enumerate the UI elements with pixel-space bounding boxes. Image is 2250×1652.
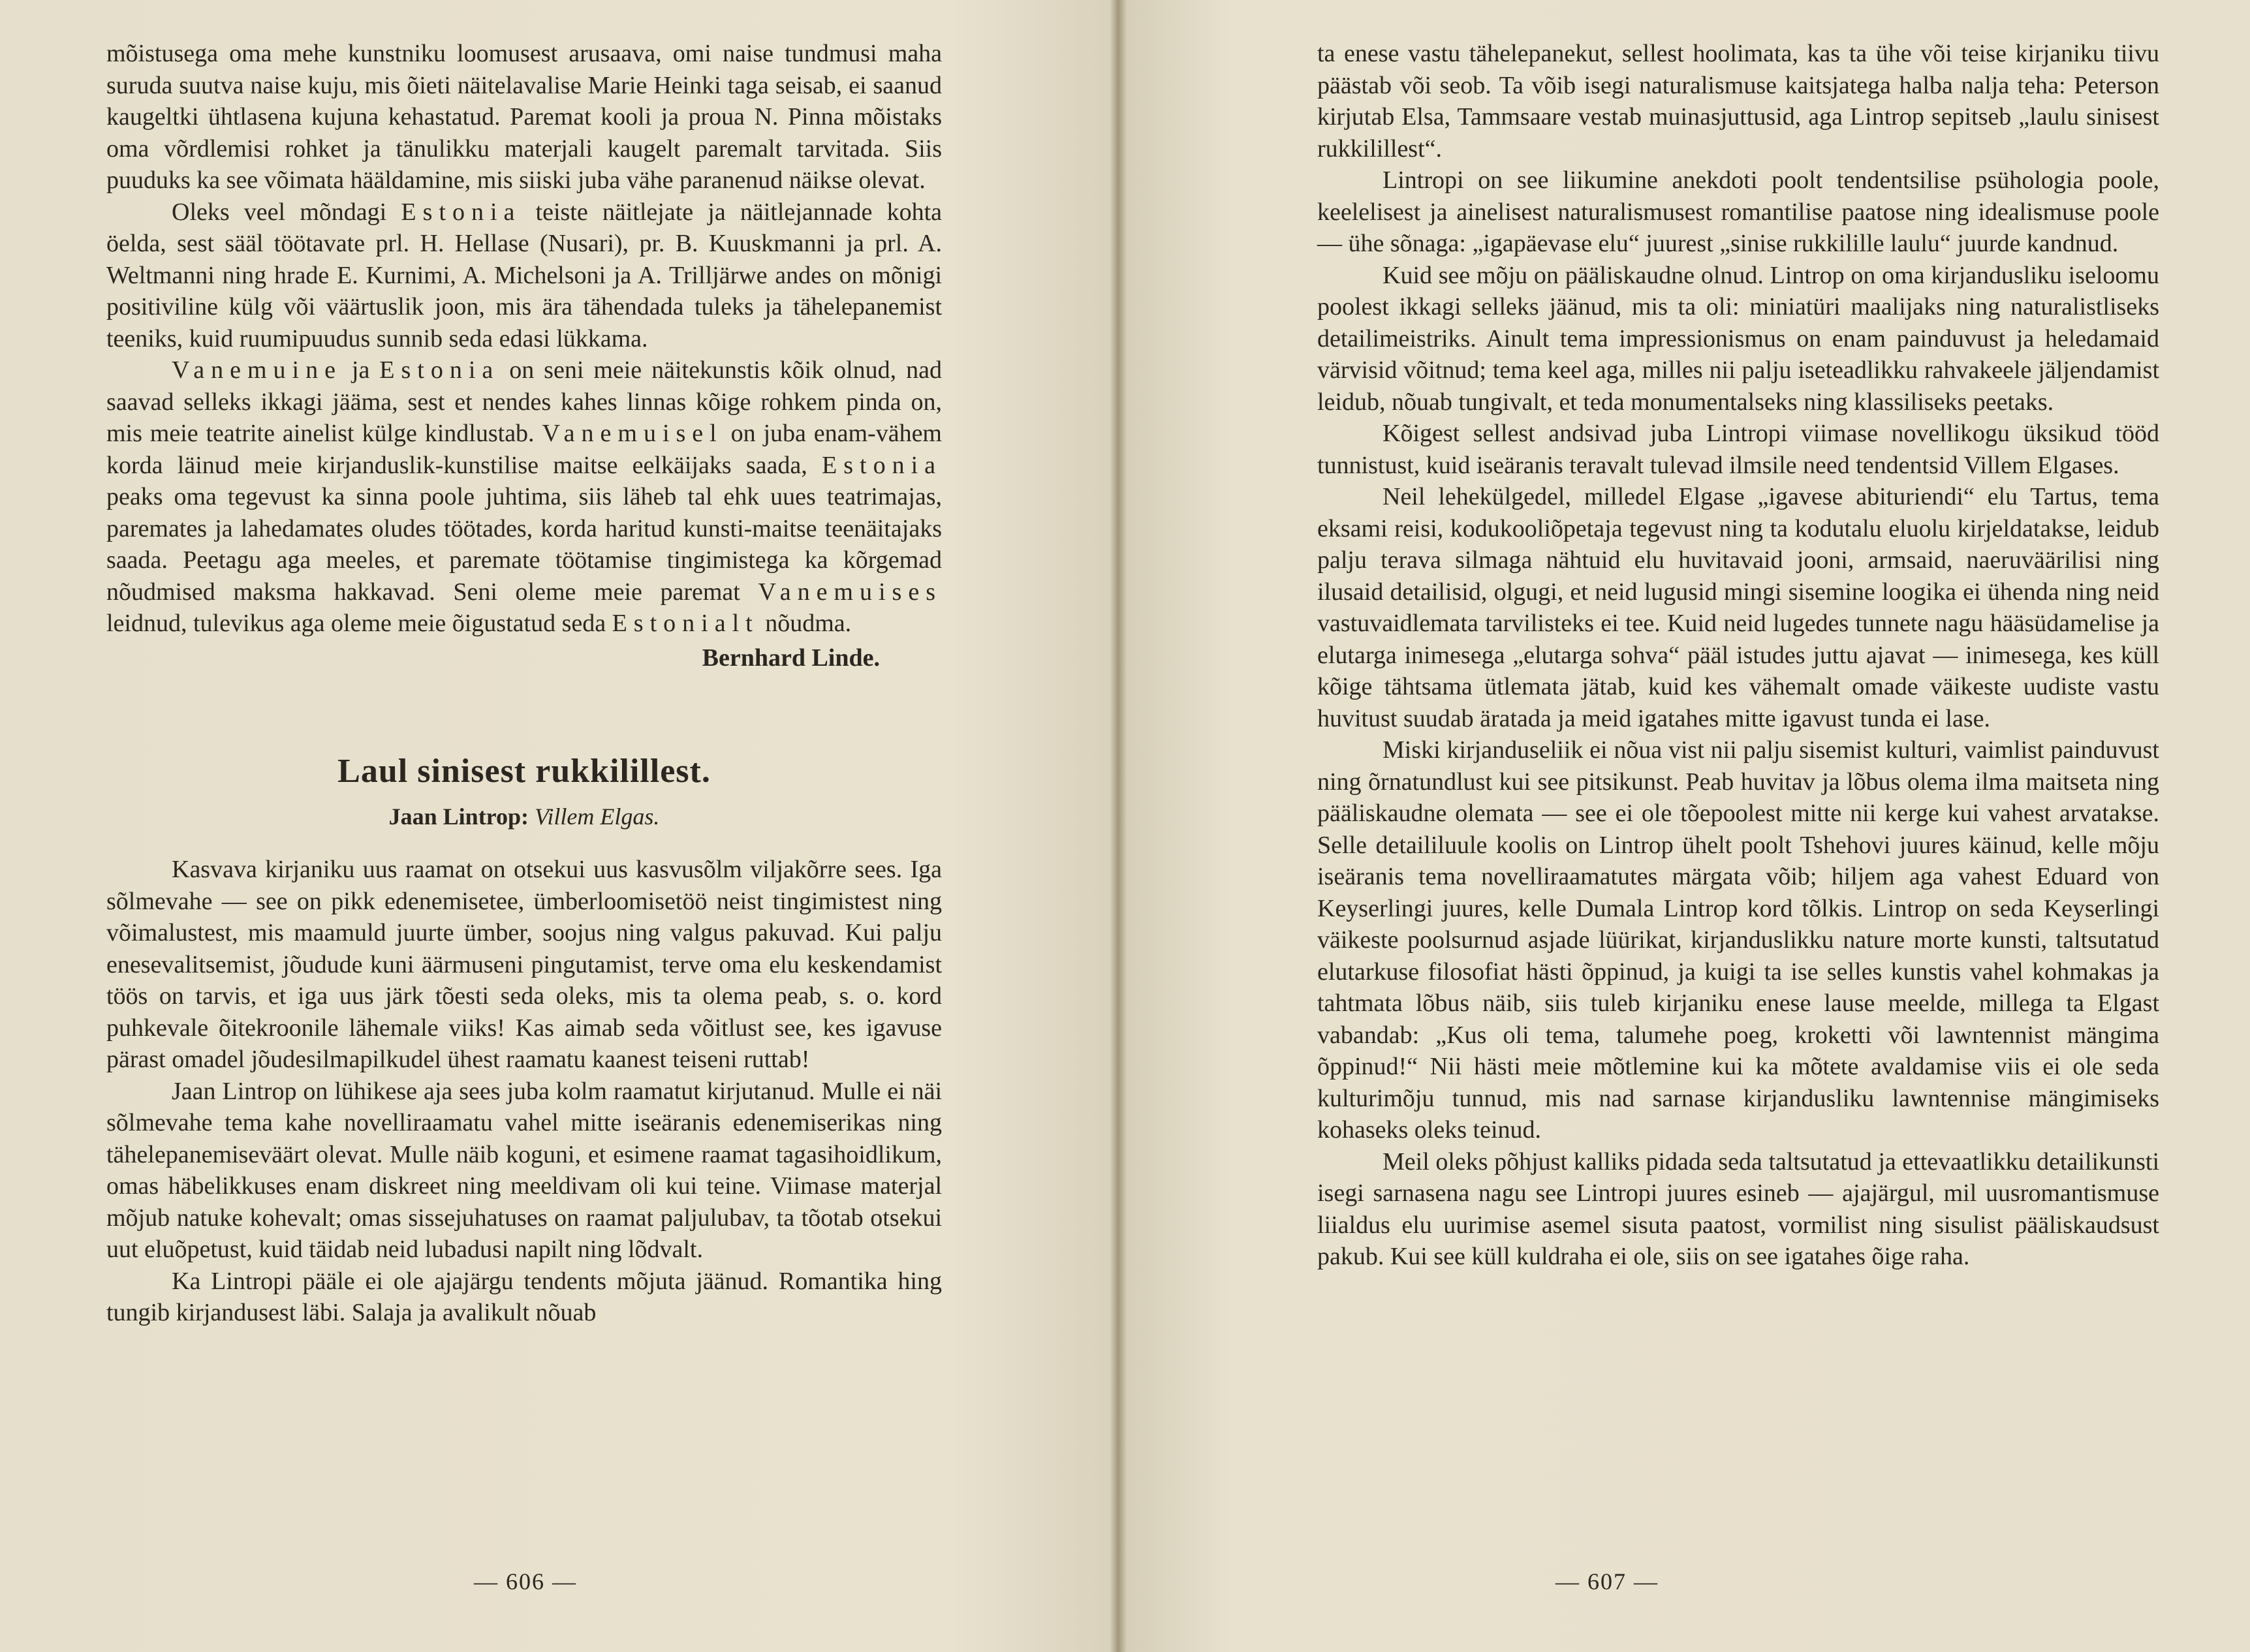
paragraph: Miski kirjanduseliik ei nõua vist nii palju sisemist kulturi, vaimlist painduvust ning õrnatundlust kui see pitsikunst. Peab huvitav ja lõbus olema ilma maitseta ning pääliskaudne olemata — see ei ole tõepoolest mitte nii kerge kui vahest arvatakse. Selle detaililuule koolis on Lintrop ühelt poolt Tshehovi juures käinud, kelle mõju iseäranis tema novelliraamatutes märgata võib; hiljem aga vahest Eduard von Keyserlingi juures, kelle Dumala Lintrop kord tõlkis. Lintrop on seda Keyserlingi väikeste poolsurnud asjade lüürikat, kirjanduslikku nature morte kunsti, taltsutatud elutarkuse filosofiat hästi õppinud, ja kuigi ta ise selles kunstis vahel kohmakas ja tahtmata lõbus näib, siis tuleb kirjaniku enese lause meelde, millega ta Elgast vabandab: „Kus oli tema, talumehe poeg, kroketti või lawntennist mängima õppinud!“ Nii hästi meie mõtlemine kui ka mõtete avaldamise viis ei ole seda kulturimõju tunnud, mis nad sarnase kirjandusliku lawntennise mängimiseks kohaseks oleks teinud. bbox=[1317, 736, 2159, 1144]
spaced-name: Estonialt bbox=[612, 610, 759, 637]
paragraph: Ka Lintropi pääle ei ole ajajärgu tendents mõjuta jäänud. Romantika hing tungib kirjandusest läbi. Salaja ja avalikult nõuab bbox=[106, 1267, 942, 1326]
paragraph: Jaan Lintrop on lühikese aja sees juba kolm raamatut kirjutanud. Mulle ei näi sõlmevahe tema kahe novelliraamatu vahel mitte iseäranis edenemiserikas ning tähelepanemiseväärt olevat. Mulle näib koguni, et esimene raamat tagasihoidlikum, omas häbelikkuses enam diskreet ning meeldivam oli kui teine. Viimase materjal mõjub natuke kohevalt; omas sissejuhatuses on raamat paljulubav, ta tõotab otsekui uut eluõpetust, kuid täidab neid lubadusi napilt ning lõdvalt. bbox=[106, 1077, 942, 1263]
text-run: peaks oma tegevust ka sinna poole juhtima, siis läheb tal ehk uues teatrimajas, paremates ja lahedamates oludes töötades, korda haritud kunsti-maitse teenäitajaks saada. Peetagu aga meeles, et paremate töötamise tingimistega ka kõrgemad nõudmised maksma hakkavad. Seni oleme meie paremat bbox=[106, 483, 942, 606]
paragraph bbox=[106, 354, 942, 640]
left-page bbox=[0, 0, 1117, 1652]
spaced-name: Estonia bbox=[822, 451, 942, 479]
spaced-name: Estonia bbox=[401, 198, 522, 226]
page-number: — 607 — bbox=[1555, 1568, 1659, 1595]
paragraph: Neil lehekülgedel, milledel Elgase „igavese abituriendi“ elu Tartus, tema eksami reisi, kodukooliõpetaja tegevust ning ta kodutalu eluolu kirjeldatakse, leidub palju terava silmaga nähtuid elu huvitavaid jooni, armsaid, naeruväärilisi ning ilusaid detailisid, olgugi, et neid lugusid mingi sisemine loogika ei ühenda ning neid vastuvaidlematа tarvilisteks ei tee. Kuid neid lugedes tunnete nagu hääsüdamelise ja elutarga inimesega „elutarga sohva“ pääl istudes juttu ajavat — inimesega, kes küll kõige tähtsama ütlemata jätab, kuid kes vähemalt omade väikeste uudiste vastu huvitust suudab äratada ja meid igatahes mitte igavust tunda ei lase. bbox=[1317, 483, 2159, 732]
right-page bbox=[1117, 0, 2250, 1652]
byline bbox=[106, 800, 942, 833]
text-run: teiste näitlejate ja näitlejannade kohta öelda, sest sääl töötavate prl. H. Hellase (Nusari), pr. B. Kuuskmanni ja prl. A. Weltmanni ning hrade E. Kurnimi, A. Michelsoni ja A. Trilljärwe andes on mõnigi positiviline külg või väärtuslik joon, mis ära tähendada tuleks ja tähelepanemist teeniks, kuid ruumipuudus sunnib seda edasi lükkama. bbox=[106, 198, 942, 352]
paragraph: Meil oleks põhjust kalliks pidada seda taltsutatud ja ettevaatlikku detailikunsti isegi sarnasena nagu see Lintropi juures esineb — ajajärgul, mil uusromantismuse liialdus elu uurimise asemel sisuta paatost, vormilist ning sisulist pääliskaudsust pakub. Kui see küll kuldraha ei ole, siis on see igatahes õige raha. bbox=[1317, 1147, 2159, 1270]
paragraph: mõistusega oma mehe kunstniku loomusest arusaava, omi naise tundmusi maha suruda suutva naise kuju, mis õieti näitelavalise Marie Heinki taga seisab, ei saanud kaugeltki ühtlasena kujuna kehastatud. Paremat kooli ja proua N. Pinna mõistaks oma võrdlemisi rohket ja tänulikku materjali kaugelt paremalt tarvitada. Siis puuduks ka see võimata hääldamine, mis siiski juba vähe paranenud näikse olevat. bbox=[106, 40, 942, 194]
book-gutter bbox=[1110, 0, 1127, 1652]
signature: Bernhard Linde. bbox=[702, 644, 880, 672]
spaced-name: Estonia bbox=[379, 356, 500, 384]
paragraph: Kõigest sellest andsivad juba Lintropi viimase novellikogu üksikud tööd tunnistust, kuid iseäranis teravalt tulevad ilmsile need tendentsid Villem Elgases. bbox=[1317, 420, 2159, 479]
byline-author: Jaan Lintrop: bbox=[388, 803, 529, 830]
text-run: nõudma. bbox=[758, 610, 852, 637]
paragraph bbox=[106, 196, 942, 355]
text-run: Oleks veel mõndagi bbox=[172, 198, 401, 226]
text-run: on juba enam-vähem korda läinud meie kirjanduslik-kunstilise maitse eelkäijaks saada, bbox=[106, 420, 942, 479]
byline-book: Villem Elgas. bbox=[535, 803, 660, 830]
paragraph: Kuid see mõju on pääliskaudne olnud. Lintrop on oma kirjandusliku iseloomu poolest ikkagi selleks jäänud, mis ta oli: miniatüri maalijaks ning naturalistliseks detailimeistriks. Ainult tema impressionismus on enam painduvust ja heledamaid värvisid võitnud; tema keel aga, milles nii palju iseteadlikku rahvakeele jäljendamist leidub, nõuab tungivalt, et teda monumentalseks ning klassiliseks peetaks. bbox=[1317, 261, 2159, 416]
text-run: ja bbox=[341, 356, 380, 384]
left-text-column bbox=[106, 38, 942, 1329]
page-number: — 606 — bbox=[474, 1568, 577, 1595]
paragraph: Kasvava kirjaniku uus raamat on otsekui uus kasvusõlm viljakõrre sees. Iga sõlmevahe — see on pikk edenemisetee, ümberloomisetöö neist tingimistest ning võimalustest, mis maamuld juurte ümber, soojus ning valgus pakuvad. Kui palju enesevalitsemist, jõudude kuni äärmuseni pingutamist, terve oma elu keskendamist töös on tarvis, et iga uus järk tõesti seda oleks, mis ta olema peab, s. o. kord puhkevale õitekroonile lähemale viiks! Kas aimab seda võitlust see, kes igavuse pärast omadel jõudesilmapilkudel ühest raamatu kaanest teiseni ruttab! bbox=[106, 856, 942, 1073]
spaced-name: Vanemuises bbox=[758, 578, 942, 606]
text-run: on seni meie näitekunstis kõik olnud, nad saavad selleks ikkagi jääma, sest et nendes kahes linnas kõige rohkem pinda on, mis meie teatrite ainelist külge kindlustab. bbox=[106, 356, 942, 447]
spaced-name: Vanemuisel bbox=[542, 420, 723, 447]
paragraph: Lintropi on see liikumine anekdoti poolt tendentsilise psühologia poole, keelelisest ja ainelisest naturalismusest romantilise paatose ning idealismuse poole — ühe sõnaga: „igapäevase elu“ juurest „sinise rukkilille laulu“ juurde kandnud. bbox=[1317, 166, 2159, 257]
article-title: Laul sinisest rukkilillest. bbox=[337, 753, 711, 790]
text-run: leidnud, tulevikus aga oleme meie õigustatud seda bbox=[106, 610, 612, 637]
right-text-column bbox=[1317, 38, 2159, 1273]
spaced-name: Vanemuine bbox=[172, 356, 342, 384]
paragraph: ta enese vastu tähelepanekut, sellest hoolimata, kas ta ühe või teise kirjaniku tiivu päästab või seob. Ta võib isegi naturalismuse kaitsjatega halba nalja teha: Peterson kirjutab Elsa, Tammsaare vestab muinasjuttusid, aga Lintrop sepitseb „laulu sinisest rukkilillest“. bbox=[1317, 40, 2159, 163]
